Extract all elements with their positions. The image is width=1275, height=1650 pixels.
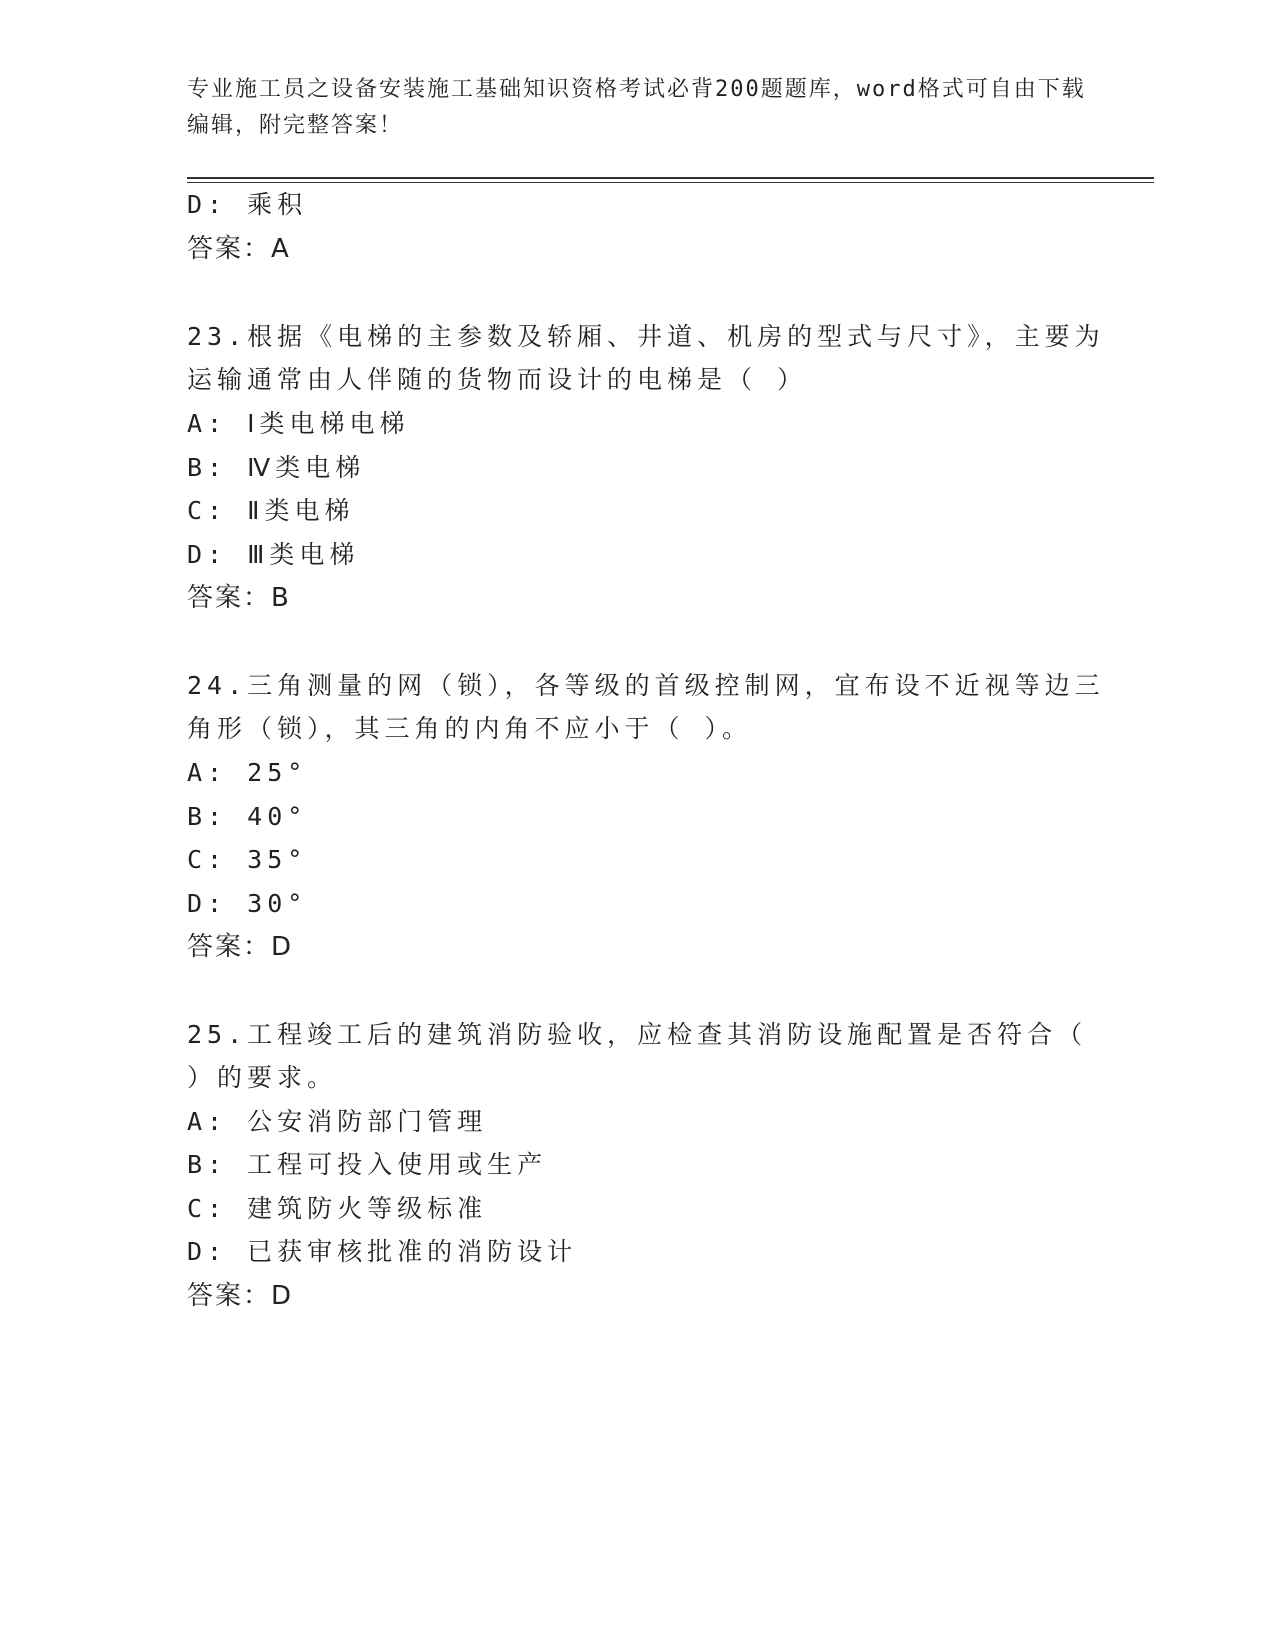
document-header: 专业施工员之设备安装施工基础知识资格考试必背200题题库，word格式可自由下载编辑，附完整答案！ bbox=[187, 77, 1086, 138]
option-d: D: 30° bbox=[187, 889, 308, 918]
answer-line: 答案：D bbox=[187, 1281, 294, 1311]
question-stem: 25.工程竣工后的建筑消防验收，应检查其消防设施配置是否符合（ bbox=[187, 1020, 1088, 1049]
question-stem: 角形（锁），其三角的内角不应小于（ ）。 bbox=[187, 714, 753, 743]
option-d: D: Ⅲ类电梯 bbox=[187, 540, 360, 569]
question-stem: 23.根据《电梯的主参数及轿厢、井道、机房的型式与尺寸》，主要为 bbox=[187, 322, 1105, 351]
answer-line: 答案：B bbox=[187, 583, 291, 613]
option-c: C: Ⅱ类电梯 bbox=[187, 496, 355, 525]
answer-line: 答案：A bbox=[187, 234, 291, 264]
option-d: D: 已获审核批准的消防设计 bbox=[187, 1237, 578, 1266]
answer-line: 答案：D bbox=[187, 932, 294, 962]
option-c: C: 建筑防火等级标准 bbox=[187, 1194, 488, 1223]
question-stem: 24.三角测量的网（锁），各等级的首级控制网，宜布设不近视等边三 bbox=[187, 671, 1105, 700]
option-a: A: Ⅰ类电梯电梯 bbox=[187, 409, 410, 438]
option-c: C: 35° bbox=[187, 845, 308, 874]
option-b: B: Ⅳ类电梯 bbox=[187, 453, 366, 482]
question-stem: 运输通常由人伴随的货物而设计的电梯是（ ） bbox=[187, 365, 808, 394]
header-rule-thin bbox=[187, 182, 1154, 183]
option-b: B: 40° bbox=[187, 802, 308, 831]
option-d: D: 乘积 bbox=[187, 190, 308, 219]
option-a: A: 25° bbox=[187, 758, 308, 787]
question-stem: ）的要求。 bbox=[187, 1063, 338, 1092]
option-a: A: 公安消防部门管理 bbox=[187, 1107, 488, 1136]
option-b: B: 工程可投入使用或生产 bbox=[187, 1150, 548, 1179]
header-rule-thick bbox=[187, 177, 1154, 179]
